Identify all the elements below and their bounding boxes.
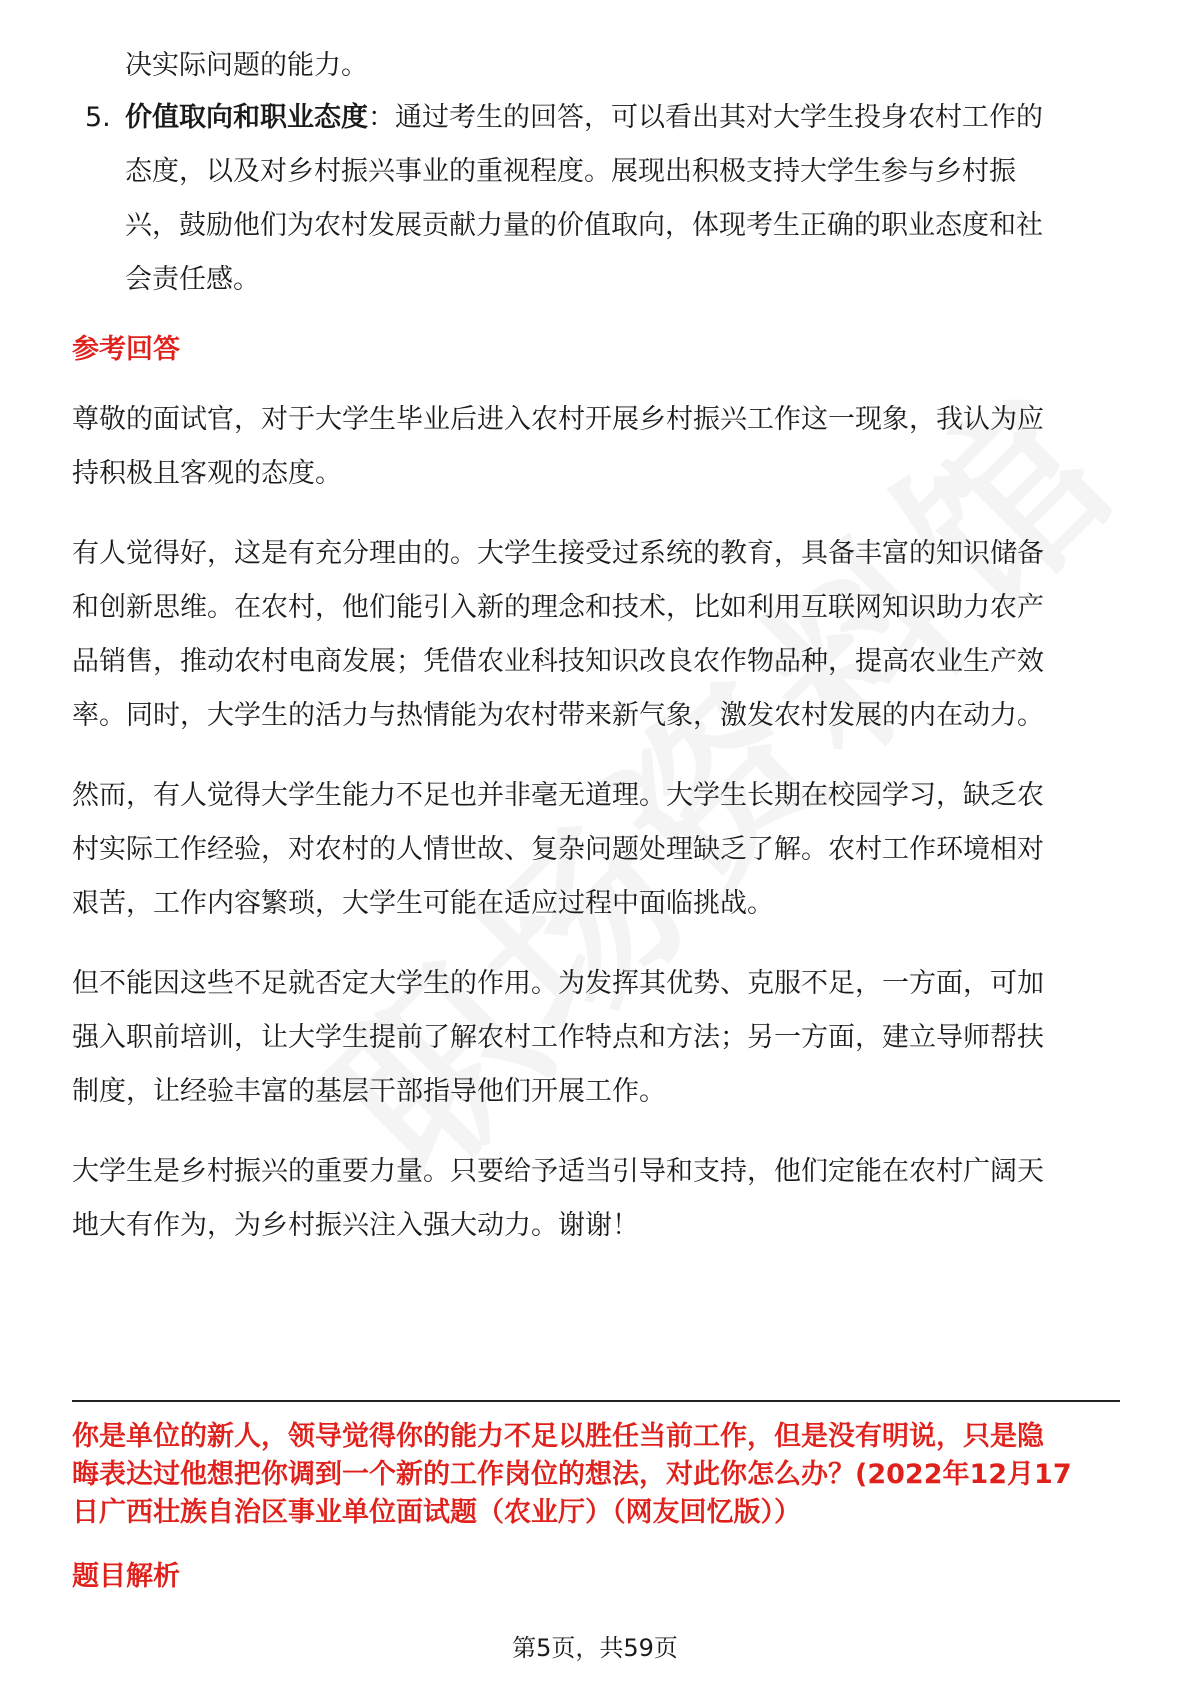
answer-line: 大学生是乡村振兴的重要力量。只要给予适当引导和支持，他们定能在农村广阔天 (72, 1156, 1044, 1187)
question-line: 你是单位的新人，领导觉得你的能力不足以胜任当前工作，但是没有明说，只是隐 (72, 1421, 1044, 1452)
answer-line: 强入职前培训，让大学生提前了解农村工作特点和方法；另一方面，建立导师帮扶 (72, 1022, 1044, 1053)
answer-line: 有人觉得好，这是有充分理由的。大学生接受过系统的教育，具备丰富的知识储备 (72, 538, 1044, 569)
page-footer: 第5页，共59页 (512, 1634, 678, 1662)
item5-line: 态度，以及对乡村振兴事业的重视程度。展现出积极支持大学生参与乡村振 (125, 156, 1016, 187)
item5-number: 5. (85, 102, 111, 133)
item5-line: 会责任感。 (125, 264, 260, 295)
section-divider (72, 1400, 1120, 1402)
question-line: 日广西壮族自治区事业单位面试题（农业厅）（网友回忆版）） (72, 1497, 801, 1528)
answer-line: 村实际工作经验，对农村的人情世故、复杂问题处理缺乏了解。农村工作环境相对 (72, 834, 1044, 865)
reference-answer-heading: 参考回答 (72, 334, 180, 365)
item5-colon: ： (368, 102, 395, 133)
answer-line: 地大有作为，为乡村振兴注入强大动力。谢谢！ (72, 1210, 639, 1241)
item5-first-line (125, 98, 1043, 138)
answer-line: 品销售，推动农村电商发展；凭借农业科技知识改良农作物品种，提高农业生产效 (72, 646, 1044, 677)
answer-line: 持积极且客观的态度。 (72, 458, 342, 489)
item5-line: 通过考生的回答，可以看出其对大学生投身农村工作的 (395, 102, 1043, 133)
analysis-heading: 题目解析 (72, 1561, 180, 1592)
item5-title: 价值取向和职业态度 (125, 102, 368, 133)
answer-line: 然而，有人觉得大学生能力不足也并非毫无道理。大学生长期在校园学习，缺乏农 (72, 780, 1044, 811)
item4-tail: 决实际问题的能力。 (125, 50, 368, 81)
question-line: 晦表达过他想把你调到一个新的工作岗位的想法，对此你怎么办？(2022年12月17 (72, 1459, 1072, 1490)
answer-line: 和创新思维。在农村，他们能引入新的理念和技术，比如利用互联网知识助力农产 (72, 592, 1044, 623)
answer-line: 率。同时，大学生的活力与热情能为农村带来新气象，激发农村发展的内在动力。 (72, 700, 1044, 731)
answer-line: 艰苦，工作内容繁琐，大学生可能在适应过程中面临挑战。 (72, 888, 774, 919)
answer-line: 但不能因这些不足就否定大学生的作用。为发挥其优势、克服不足，一方面，可加 (72, 968, 1044, 999)
answer-line: 制度，让经验丰富的基层干部指导他们开展工作。 (72, 1076, 666, 1107)
answer-line: 尊敬的面试官，对于大学生毕业后进入农村开展乡村振兴工作这一现象，我认为应 (72, 404, 1044, 435)
item5-line: 兴，鼓励他们为农村发展贡献力量的价值取向，体现考生正确的职业态度和社 (125, 210, 1043, 241)
